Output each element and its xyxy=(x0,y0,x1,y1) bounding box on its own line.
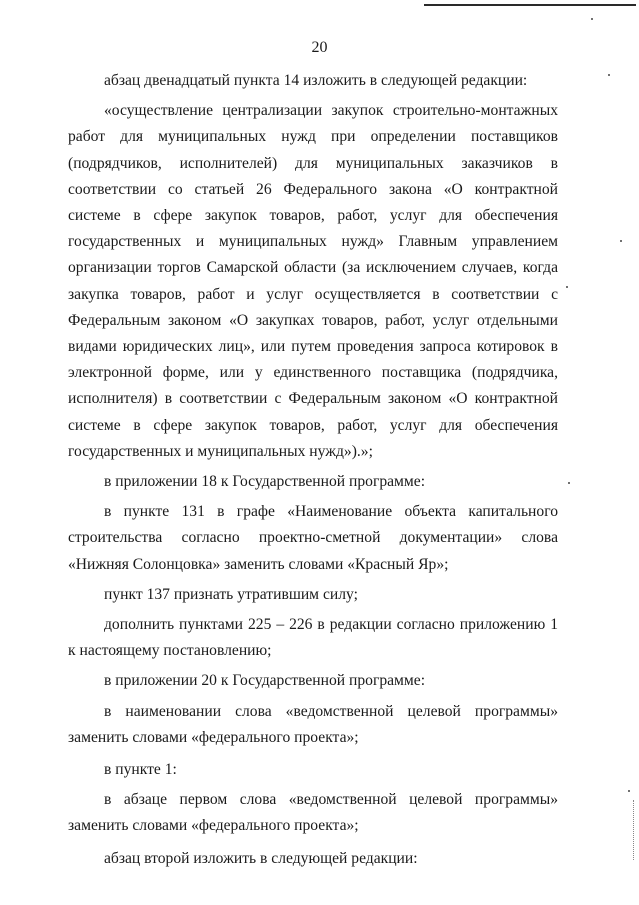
paragraph-8: в наименовании слова «ведомственной целевой программы» заменить словами «федерального проекта»; xyxy=(68,702,558,746)
paragraph-3: в приложении 18 к Государственной программе: xyxy=(104,473,426,491)
top-border-line xyxy=(424,4,636,6)
document-body xyxy=(68,68,558,872)
scan-speck xyxy=(620,240,622,242)
paragraph-9: в пункте 1: xyxy=(104,761,177,779)
paragraph-7: в приложении 20 к Государственной программе: xyxy=(104,672,426,690)
paragraph-5: пункт 137 признать утратившим силу; xyxy=(104,585,358,603)
scan-speck xyxy=(568,482,570,484)
paragraph-10: в абзаце первом слова «ведомственной целевой программы» заменить словами «федерального проекта»; xyxy=(68,791,558,835)
paragraph-2: «осуществление централизации закупок строительно-монтажных работ для муниципальных нужд при определении поставщиков (подрядчиков, исполнителей) для муниципальных заказчиков в соответствии со статьей 26 Федерального закона «О контрактной системе в сфере закупок товаров, работ, услуг для обеспечения государственных и муниципальных нужд» Главным управлением организации торгов Самарской области (за исключением случаев, когда закупка товаров, работ и услуг осуществляется в соответствии с Федеральным законом «О закупках товаров, работ, услуг отдельными видами юридических лиц», или путем проведения запроса котировок в электронной форме, или у единственного поставщика (подрядчика, исполнителя) в соответствии с Федеральным законом «О контрактной системе в сфере закупок товаров, работ, услуг для обеспечения государственных и муниципальных нужд»).»; xyxy=(68,102,558,460)
scan-speck xyxy=(566,286,568,288)
page-number: 20 xyxy=(311,39,328,56)
paragraph-11: абзац второй изложить в следующей редакции: xyxy=(104,849,418,867)
scan-speck xyxy=(591,18,593,20)
paragraph-6: дополнить пунктами 225 – 226 в редакции согласно приложению 1 к настоящему постановлению; xyxy=(68,616,558,660)
scan-edge-marks xyxy=(633,800,635,860)
scan-speck xyxy=(608,74,610,76)
scan-speck xyxy=(628,790,630,792)
paragraph-1: абзац двенадцатый пункта 14 изложить в следующей редакции: xyxy=(104,72,528,89)
paragraph-4: в пункте 131 в графе «Наименование объекта капитального строительства согласно проектно-сметной документации» слова «Нижняя Солонцовка» заменить словами «Красный Яр»; xyxy=(68,503,558,573)
